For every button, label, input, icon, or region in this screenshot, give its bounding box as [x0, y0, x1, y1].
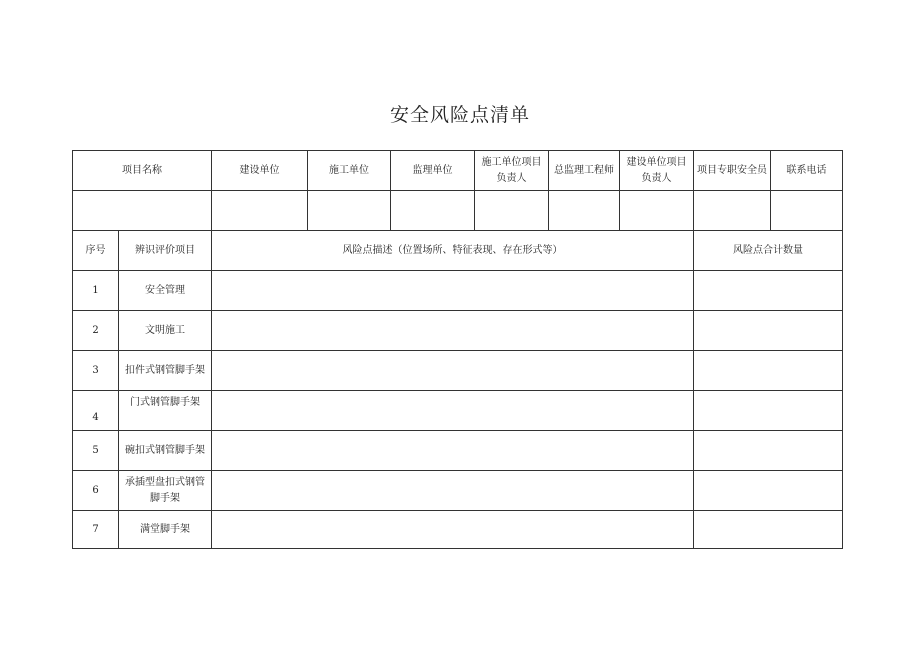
row-description-cell[interactable] [212, 431, 694, 471]
row-count-cell[interactable] [694, 351, 843, 391]
page-title: 安全风险点清单 [389, 104, 530, 126]
row-index: 7 [73, 511, 119, 549]
description-header: 风险点描述（位置场所、特征表现、存在形式等） [212, 231, 694, 271]
row-item: 文明施工 [119, 311, 212, 351]
table-row [73, 311, 843, 351]
count-header: 风险点合计数量 [694, 231, 843, 271]
row-description-cell[interactable] [212, 271, 694, 311]
table-row [73, 271, 843, 311]
constructor-pm-cell[interactable] [475, 191, 549, 231]
project-name-cell[interactable] [73, 191, 212, 231]
risk-list-table [72, 150, 843, 549]
builder-header: 建设单位 [212, 151, 308, 191]
list-header-row [73, 231, 843, 271]
row-count-cell[interactable] [694, 471, 843, 511]
supervisor-cell[interactable] [391, 191, 475, 231]
row-count-cell[interactable] [694, 511, 843, 549]
project-value-row [73, 191, 843, 231]
project-header-row [73, 151, 843, 191]
row-item: 扣件式钢管脚手架 [119, 351, 212, 391]
row-index: 4 [73, 391, 119, 431]
row-item: 满堂脚手架 [119, 511, 212, 549]
row-index: 3 [73, 351, 119, 391]
table-row [73, 511, 843, 549]
constructor-pm-header: 施工单位项目负责人 [475, 151, 549, 191]
table-row [73, 351, 843, 391]
row-index: 2 [73, 311, 119, 351]
builder-pm-header: 建设单位项目负责人 [620, 151, 694, 191]
constructor-cell[interactable] [308, 191, 391, 231]
row-count-cell[interactable] [694, 431, 843, 471]
safety-officer-header: 项目专职安全员 [694, 151, 771, 191]
builder-pm-cell[interactable] [620, 191, 694, 231]
builder-cell[interactable] [212, 191, 308, 231]
row-index: 6 [73, 471, 119, 511]
constructor-header: 施工单位 [308, 151, 391, 191]
row-count-cell[interactable] [694, 271, 843, 311]
project-name-header: 项目名称 [73, 151, 212, 191]
row-description-cell[interactable] [212, 311, 694, 351]
row-description-cell[interactable] [212, 391, 694, 431]
row-item: 碗扣式钢管脚手架 [119, 431, 212, 471]
row-description-cell[interactable] [212, 511, 694, 549]
row-item: 安全管理 [119, 271, 212, 311]
phone-header: 联系电话 [771, 151, 843, 191]
index-header: 序号 [73, 231, 119, 271]
row-item: 门式钢管脚手架 [119, 391, 212, 431]
row-description-cell[interactable] [212, 351, 694, 391]
row-description-cell[interactable] [212, 471, 694, 511]
table-row [73, 471, 843, 511]
row-count-cell[interactable] [694, 391, 843, 431]
item-header: 辨识评价项目 [119, 231, 212, 271]
chief-supervisor-cell[interactable] [549, 191, 620, 231]
supervisor-header: 监理单位 [391, 151, 475, 191]
row-index: 1 [73, 271, 119, 311]
row-count-cell[interactable] [694, 311, 843, 351]
phone-cell[interactable] [771, 191, 843, 231]
table-row [73, 391, 843, 431]
safety-officer-cell[interactable] [694, 191, 771, 231]
chief-supervisor-header: 总监理工程师 [549, 151, 620, 191]
row-item: 承插型盘扣式钢管脚手架 [119, 471, 212, 511]
table-row [73, 431, 843, 471]
row-index: 5 [73, 431, 119, 471]
